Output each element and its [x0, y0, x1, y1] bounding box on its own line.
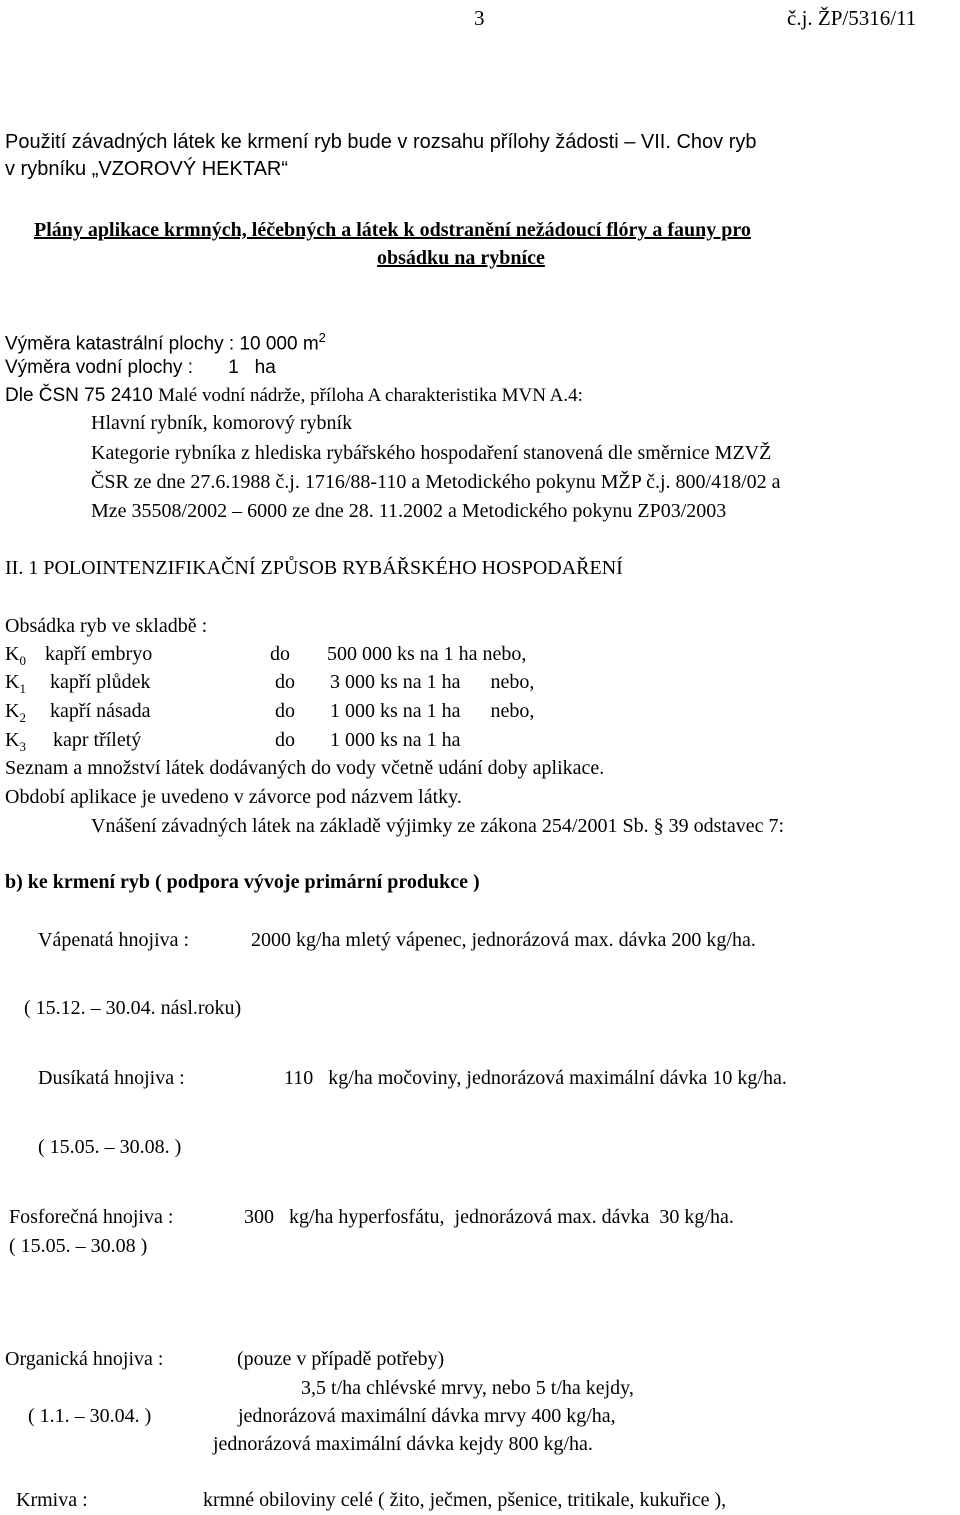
stocking-code-subscript: 3	[19, 739, 26, 754]
water-area-label: Výměra vodní plochy :	[5, 357, 193, 378]
csn-reference	[5, 385, 583, 407]
stocking-do: do	[275, 671, 295, 693]
stocking-row	[5, 671, 26, 697]
stocking-code: K	[5, 671, 20, 693]
cadastral-area	[5, 330, 326, 355]
classification-line-3: Mze 35508/2002 – 6000 ze dne 28. 11.2002 a Metodického pokynu ZP03/2003	[91, 500, 727, 522]
section-heading: II. 1 POLOINTENZIFIKAČNÍ ZPŮSOB RYBÁŘSKÉHO HOSPODAŘENÍ	[5, 557, 623, 579]
water-area	[5, 357, 276, 379]
lime-fertilizer-label: Vápenatá hnojiva :	[38, 929, 190, 951]
phosphorus-fertilizer-label: Fosforečná hnojiva :	[9, 1206, 174, 1228]
organic-fertilizer-slurry-max: jednorázová maximální dávka kejdy 800 kg/ha.	[213, 1433, 593, 1455]
stocking-do: do	[270, 643, 290, 665]
csn-reference-text: Malé vodní nádrže, příloha A charakteristika MVN A.4:	[158, 385, 583, 406]
substances-note: Seznam a množství látek dodávaných do vody včetně udání doby aplikace.	[5, 757, 605, 779]
stocking-amount: 3 000 ks na 1 ha nebo,	[330, 671, 535, 693]
stocking-name: kapří plůdek	[50, 671, 151, 693]
stocking-name: kapří násada	[50, 700, 151, 722]
stocking-label: Obsádka ryb ve skladbě :	[5, 615, 208, 637]
csn-reference-prefix: Dle ČSN 75 2410	[5, 385, 159, 406]
stocking-code: K	[5, 729, 20, 751]
plan-title-line-2: obsádku na rybníce	[377, 247, 545, 269]
legal-exception-note: Vnášení závadných látek na základě výjimky ze zákona 254/2001 Sb. § 39 odstavec 7:	[91, 815, 785, 837]
stocking-row	[5, 643, 26, 669]
stocking-name: kapr tříletý	[53, 729, 142, 751]
stocking-amount: 500 000 ks na 1 ha nebo,	[327, 643, 527, 665]
stocking-code: K	[5, 643, 20, 665]
phosphorus-fertilizer-period: ( 15.05. – 30.08 )	[9, 1235, 148, 1257]
lime-fertilizer-value: 2000 kg/ha mletý vápenec, jednorázová max. dávka 200 kg/ha.	[251, 929, 756, 951]
stocking-code: K	[5, 700, 20, 722]
feeding-heading: b) ke krmení ryb ( podpora vývoje primární produkce )	[5, 871, 480, 893]
organic-fertilizer-label: Organická hnojiva :	[5, 1348, 164, 1370]
phosphorus-fertilizer-value: 300 kg/ha hyperfosfátu, jednorázová max. dávka 30 kg/ha.	[244, 1206, 734, 1228]
page-number: 3	[474, 6, 485, 30]
organic-fertilizer-condition: (pouze v případě potřeby)	[237, 1348, 445, 1370]
stocking-amount: 1 000 ks na 1 ha nebo,	[330, 700, 535, 722]
cadastral-area-text: Výměra katastrální plochy : 10 000 m	[5, 333, 319, 355]
feed-label: Krmiva :	[16, 1489, 88, 1511]
organic-fertilizer-period: ( 1.1. – 30.04. )	[28, 1405, 152, 1427]
nitrogen-fertilizer-period: ( 15.05. – 30.08. )	[38, 1136, 182, 1158]
organic-fertilizer-manure-max: jednorázová maximální dávka mrvy 400 kg/ha,	[238, 1405, 616, 1427]
application-period-note: Období aplikace je uvedeno v závorce pod názvem látky.	[5, 786, 462, 808]
lime-fertilizer-period: ( 15.12. – 30.04. násl.roku)	[24, 997, 242, 1019]
classification-line-1: Kategorie rybníka z hlediska rybářského hospodaření stanovená dle směrnice MZVŽ	[91, 442, 772, 464]
stocking-name: kapří embryo	[45, 643, 153, 665]
water-area-value: 1 ha	[228, 357, 276, 378]
stocking-amount: 1 000 ks na 1 ha	[330, 729, 461, 751]
organic-fertilizer-dose: 3,5 t/ha chlévské mrvy, nebo 5 t/ha kejdy,	[301, 1377, 634, 1399]
intro-line-2: v rybníku „VZOROVÝ HEKTAR“	[5, 158, 289, 180]
stocking-row	[5, 700, 26, 726]
intro-line-1: Použití závadných látek ke krmení ryb bude v rozsahu přílohy žádosti – VII. Chov ryb	[5, 131, 757, 153]
classification-line-2: ČSR ze dne 27.6.1988 č.j. 1716/88-110 a Metodického pokynu MŽP č.j. 800/418/02 a	[91, 471, 781, 493]
nitrogen-fertilizer-label: Dusíkatá hnojiva :	[38, 1067, 185, 1089]
stocking-code-subscript: 0	[19, 653, 26, 668]
stocking-row	[5, 729, 26, 755]
document-reference: č.j. ŽP/5316/11	[787, 6, 917, 30]
nitrogen-fertilizer-value: 110 kg/ha močoviny, jednorázová maximální dávka 10 kg/ha.	[284, 1067, 787, 1089]
stocking-do: do	[275, 700, 295, 722]
stocking-code-subscript: 2	[19, 710, 26, 725]
feed-value: krmné obiloviny celé ( žito, ječmen, pšenice, tritikale, kukuřice ),	[203, 1489, 727, 1511]
plan-title-line-1: Plány aplikace krmných, léčebných a látek k odstranění nežádoucí flóry a fauny pro	[34, 219, 751, 241]
stocking-code-subscript: 1	[19, 681, 26, 696]
pond-type: Hlavní rybník, komorový rybník	[91, 412, 353, 434]
cadastral-area-unit-exponent: 2	[318, 330, 326, 345]
stocking-do: do	[275, 729, 295, 751]
